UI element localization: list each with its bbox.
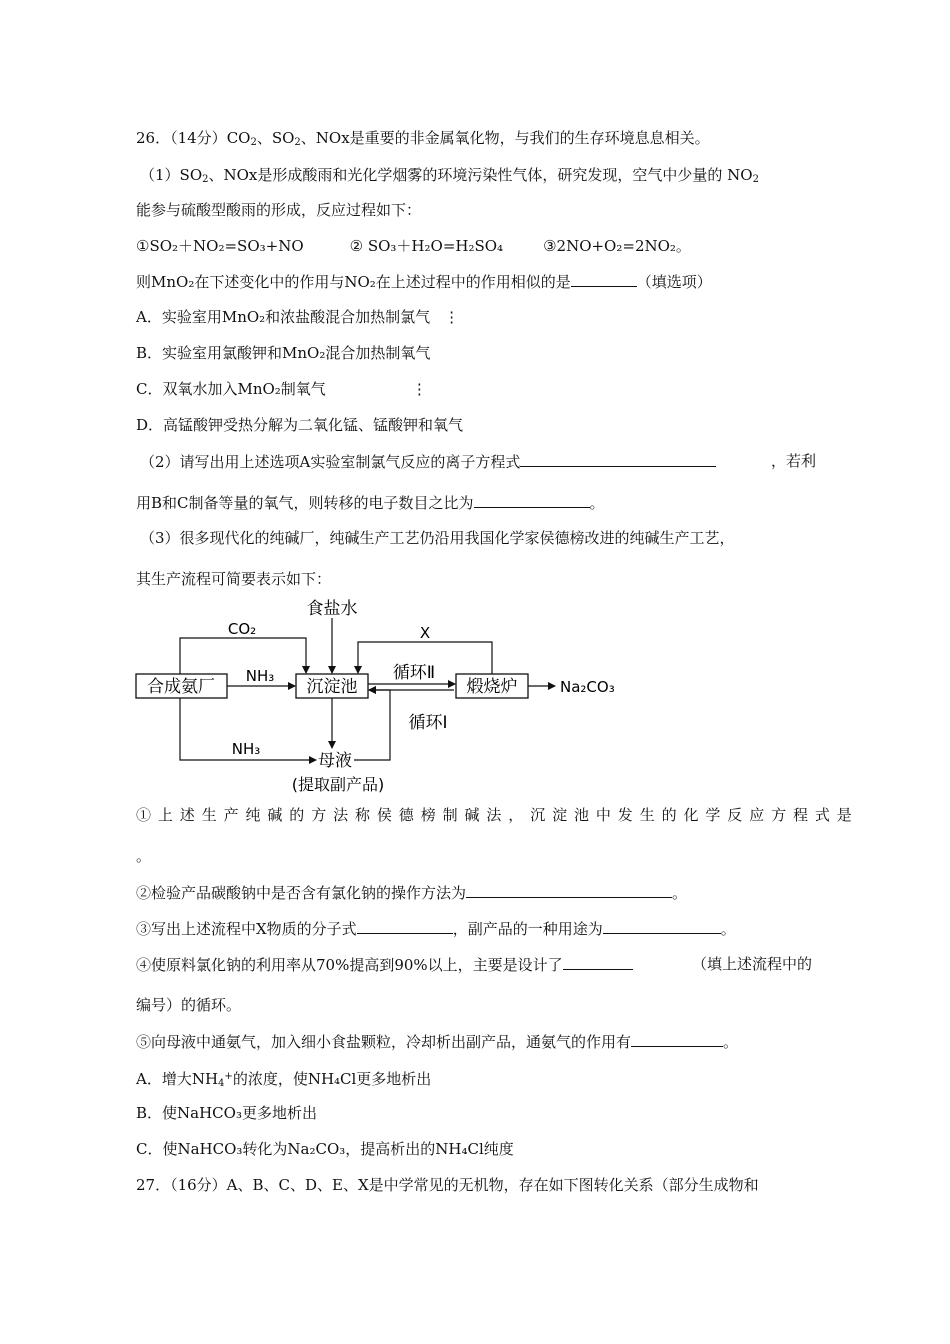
part1-question [136,271,712,292]
text: ，副产品的一种用途为 [452,920,603,938]
mother-liquor-label: 母液 [318,751,352,771]
reaction-2: ② SO₃＋H₂O=H₂SO₄ [349,237,504,255]
q26-intro [136,128,710,153]
reactions-line [136,236,691,256]
answer-blank[interactable] [474,492,590,508]
answer-blank[interactable] [520,451,716,467]
text: （2）请写出用上述选项A实验室制氯气反应的离子方程式 [140,453,521,471]
reaction-3: ③2NO+O₂=2NO₂。 [543,237,691,255]
part3-line2: 其生产流程可简要表示如下： [136,570,332,588]
cycle2-label: 循环Ⅱ [392,663,436,683]
text: 用B和C制备等量的氧气，则转移的电子数目之比为 [136,494,474,512]
text: ②检验产品碳酸钠中是否含有氯化钠的操作方法为 [136,884,467,902]
part2-line1 [140,451,816,472]
superscript: + [224,1071,233,1082]
part1-line2: 能参与硫酸型酸雨的形成，反应过程如下： [136,201,422,219]
text: 则MnO₂在下述变化中的作用与NO₂在上述过程中的作用相似的是 [136,273,571,291]
sub1-line1 [136,805,859,825]
part3-line1: （3）很多现代化的纯碱厂，纯碱生产工艺仍沿用我国化学家侯德榜改进的纯碱生产工艺， [140,529,735,547]
text: C．双氧水加入MnO₂制氧气 [136,380,326,398]
text: （1）SO [140,166,203,184]
calciner-label: 煅烧炉 [466,677,518,697]
sub5-line [136,1031,738,1052]
answer-blank[interactable] [603,918,721,934]
text: ④使原料氯化钠的利用率从70%提高到90%以上，主要是设计了 [136,956,563,974]
text: 。 [720,920,736,938]
x-label: X [419,624,431,642]
dotted-mark: ⋮ [444,308,460,326]
question-number: 26． [136,129,171,147]
text: ③写出上述流程中X物质的分子式 [136,920,357,938]
sub1-line2 [136,846,151,866]
text: 、NOx是形成酸雨和光化学烟雾的环境污染性气体，研究发现，空气中少量的 NO [208,166,753,184]
text: ，若利 [770,452,816,470]
option-5a [136,1067,431,1094]
q27-intro: 27．（16分）A、B、C、D、E、X是中学常见的无机物，存在如下图转化关系（部分生成物和 [136,1176,759,1194]
option-1a [136,307,459,327]
text: 。 [136,847,152,865]
option-1c [136,379,427,399]
option-5c: C．使NaHCO₃转化为Na₂CO₃，提高析出的NH₄Cl纯度 [136,1140,514,1158]
cycle1-label: 循环Ⅰ [408,713,448,733]
nh3-top-label: NH₃ [245,667,275,685]
sub4-line2: 编号）的循环。 [136,996,242,1014]
part2-line2 [136,492,605,513]
nh3-bottom-label: NH₃ [231,740,261,758]
text: A．增大NH [136,1070,219,1088]
sub3-line [136,918,736,939]
answer-blank[interactable] [466,882,672,898]
sub4-line1 [136,954,812,975]
text: 、NOx是重要的非金属氧化物，与我们的生存环境息息相关。 [300,129,710,147]
text: 、SO [256,129,295,147]
co2-label: CO₂ [227,620,257,638]
sub2-line [136,882,687,903]
text: 。 [723,1033,739,1051]
text: CO [226,129,251,147]
option-5b: B．使NaHCO₃更多地析出 [136,1104,317,1122]
subscript: 2 [294,137,301,148]
option-1b: B．实验室用氯酸钾和MnO₂混合加热制氧气 [136,344,431,362]
dotted-mark: ⋮ [411,380,427,398]
subscript: 2 [202,174,209,185]
saltwater-label: 食盐水 [306,599,358,619]
answer-blank[interactable] [631,1031,723,1047]
product-label: Na₂CO₃ [560,678,615,696]
part1-line1 [140,165,759,190]
settling-tank-label: 沉淀池 [306,677,358,697]
answer-blank[interactable] [563,954,633,970]
text: ⑤向母液中通氨气，加入细小食盐颗粒，冷却析出副产品，通氨气的作用有 [136,1033,632,1051]
co2-arrow [180,638,306,674]
subscript: 2 [250,137,257,148]
text: （填选项） [636,273,712,291]
answer-blank[interactable] [357,918,453,934]
subscript: 2 [752,174,759,185]
ammonia-plant-label: 合成氨厂 [147,677,215,697]
text: 。 [672,884,688,902]
text: （填上述流程中的 [691,955,812,973]
text: 的浓度，使NH₄Cl更多地析出 [232,1070,432,1088]
text: A．实验室用MnO₂和浓盐酸混合加热制氯气 [136,308,431,326]
question-score: （14分） [170,129,227,147]
cycle1-arrow [354,690,390,760]
answer-blank[interactable] [571,271,637,287]
soda-process-flowchart [132,592,632,798]
option-1d: D．高锰酸钾受热分解为二氧化锰、锰酸钾和氧气 [136,416,464,434]
subscript: 4 [218,1078,225,1089]
text: ①上述生产纯碱的方法称侯德榜制碱法，沉淀池中发生的化学反应方程式是 [136,806,859,824]
reaction-1: ①SO₂＋NO₂=SO₃+NO [136,237,304,255]
byproduct-label: (提取副产品) [291,775,385,794]
text: 。 [589,494,605,512]
